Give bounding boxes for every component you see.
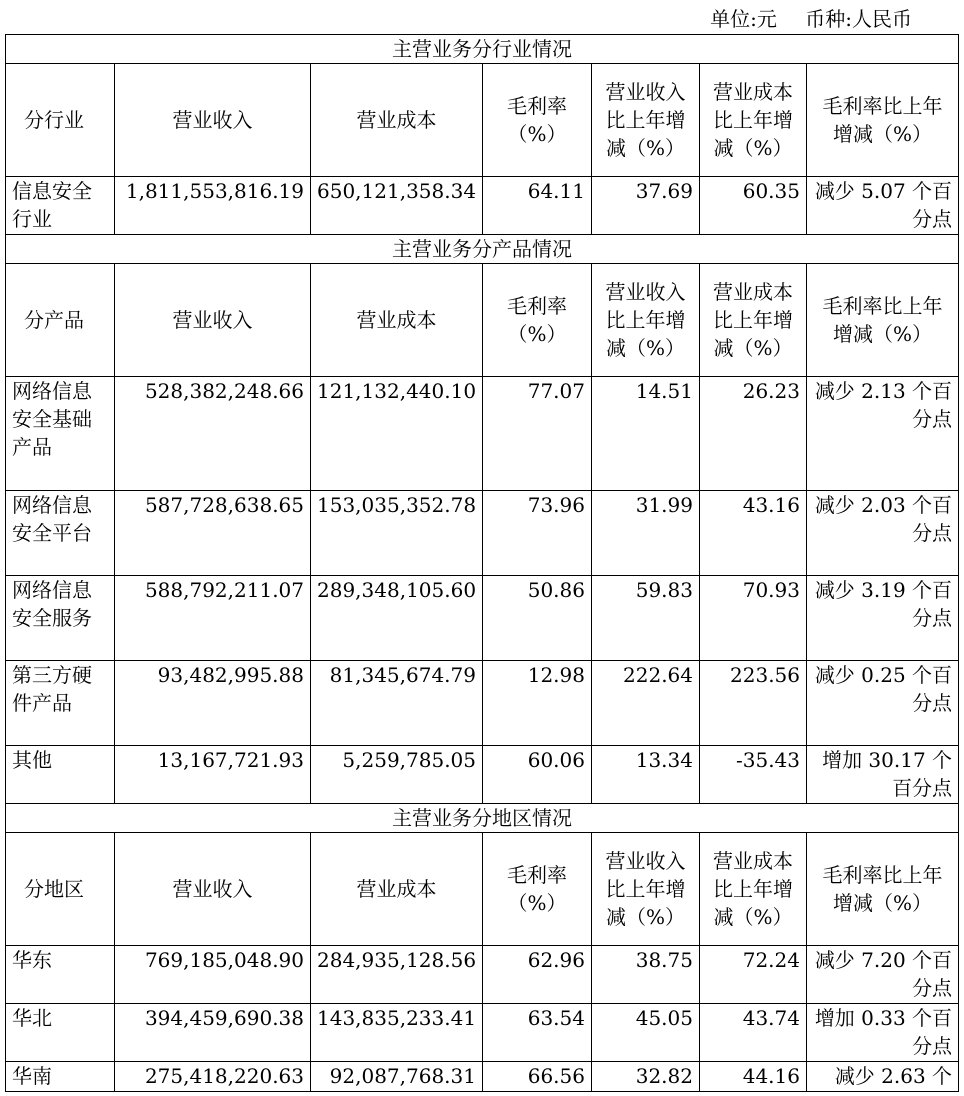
cell-cost-change: 43.74 (700, 1004, 807, 1062)
table-row (6, 491, 959, 576)
cell-cost: 5,259,785.05 (311, 746, 483, 804)
cell-margin: 63.54 (483, 1004, 592, 1062)
cell-cost: 284,935,128.56 (311, 946, 483, 1004)
header-cost: 营业成本 (311, 264, 483, 377)
header-row (6, 264, 959, 377)
table-row (6, 946, 959, 1004)
cell-revenue-change: 222.64 (592, 661, 700, 746)
section-title: 主营业务分地区情况 (6, 804, 959, 833)
header-category: 分行业 (6, 64, 115, 177)
table-row (6, 1062, 959, 1092)
row-category: 网络信息安全基础产品 (6, 377, 115, 491)
header-margin-change: 毛利率比上年增减（%） (807, 64, 959, 177)
cell-revenue: 13,167,721.93 (115, 746, 311, 804)
header-revenue-change: 营业收入比上年增减（%） (592, 64, 700, 177)
header-category: 分产品 (6, 264, 115, 377)
cell-margin-change: 减少 5.07 个百分点 (807, 177, 959, 235)
unit-line (710, 4, 912, 34)
cell-margin-change: 减少 3.19 个百分点 (807, 576, 959, 661)
cell-cost: 153,035,352.78 (311, 491, 483, 576)
cell-margin-change: 减少 2.03 个百分点 (807, 491, 959, 576)
section-title-row (6, 804, 959, 833)
row-category: 第三方硬件产品 (6, 661, 115, 746)
header-cost: 营业成本 (311, 64, 483, 177)
cell-cost: 81,345,674.79 (311, 661, 483, 746)
row-category: 网络信息安全平台 (6, 491, 115, 576)
table-row (6, 576, 959, 661)
cell-margin-change: 增加 0.33 个百分点 (807, 1004, 959, 1062)
header-cost-change: 营业成本比上年增减（%） (700, 64, 807, 177)
main-business-table (5, 34, 959, 1092)
cell-cost: 289,348,105.60 (311, 576, 483, 661)
cell-revenue-change: 59.83 (592, 576, 700, 661)
section-title: 主营业务分产品情况 (6, 235, 959, 264)
header-revenue: 营业收入 (115, 264, 311, 377)
header-row (6, 64, 959, 177)
cell-revenue: 93,482,995.88 (115, 661, 311, 746)
cell-margin-change: 减少 0.25 个百分点 (807, 661, 959, 746)
cell-margin: 62.96 (483, 946, 592, 1004)
row-category: 华东 (6, 946, 115, 1004)
cell-revenue: 528,382,248.66 (115, 377, 311, 491)
unit-label: 单位:元 (710, 7, 777, 31)
header-revenue: 营业收入 (115, 64, 311, 177)
header-revenue-change: 营业收入比上年增减（%） (592, 833, 700, 946)
section-title-row (6, 35, 959, 64)
cell-margin: 12.98 (483, 661, 592, 746)
cell-margin: 66.56 (483, 1062, 592, 1092)
cell-cost: 121,132,440.10 (311, 377, 483, 491)
table-row (6, 177, 959, 235)
table-row (6, 661, 959, 746)
table-row (6, 377, 959, 491)
cell-revenue-change: 13.34 (592, 746, 700, 804)
row-category: 网络信息安全服务 (6, 576, 115, 661)
cell-revenue: 769,185,048.90 (115, 946, 311, 1004)
header-margin-change: 毛利率比上年增减（%） (807, 264, 959, 377)
header-category: 分地区 (6, 833, 115, 946)
cell-margin-change: 减少 2.63 个 (807, 1062, 959, 1092)
header-revenue-change: 营业收入比上年增减（%） (592, 264, 700, 377)
cell-margin-change: 增加 30.17 个百分点 (807, 746, 959, 804)
cell-margin: 77.07 (483, 377, 592, 491)
row-category: 其他 (6, 746, 115, 804)
header-margin: 毛利率（%） (483, 264, 592, 377)
header-revenue: 营业收入 (115, 833, 311, 946)
header-row (6, 833, 959, 946)
cell-margin-change: 减少 2.13 个百分点 (807, 377, 959, 491)
cell-cost-change: 26.23 (700, 377, 807, 491)
cell-cost-change: 44.16 (700, 1062, 807, 1092)
currency-label: 币种:人民币 (805, 7, 912, 31)
table-row (6, 746, 959, 804)
section-title: 主营业务分行业情况 (6, 35, 959, 64)
cell-revenue: 394,459,690.38 (115, 1004, 311, 1062)
header-cost: 营业成本 (311, 833, 483, 946)
header-margin: 毛利率（%） (483, 64, 592, 177)
row-category: 信息安全行业 (6, 177, 115, 235)
cell-cost-change: -35.43 (700, 746, 807, 804)
cell-cost: 650,121,358.34 (311, 177, 483, 235)
row-category: 华南 (6, 1062, 115, 1092)
cell-revenue-change: 32.82 (592, 1062, 700, 1092)
cell-cost: 92,087,768.31 (311, 1062, 483, 1092)
cell-margin: 73.96 (483, 491, 592, 576)
cell-revenue-change: 37.69 (592, 177, 700, 235)
cell-cost-change: 60.35 (700, 177, 807, 235)
cell-revenue: 588,792,211.07 (115, 576, 311, 661)
cell-margin: 64.11 (483, 177, 592, 235)
cell-cost-change: 70.93 (700, 576, 807, 661)
cell-revenue-change: 31.99 (592, 491, 700, 576)
section-title-row (6, 235, 959, 264)
cell-revenue: 587,728,638.65 (115, 491, 311, 576)
header-cost-change: 营业成本比上年增减（%） (700, 833, 807, 946)
cell-margin: 50.86 (483, 576, 592, 661)
table-row (6, 1004, 959, 1062)
cell-cost-change: 43.16 (700, 491, 807, 576)
header-cost-change: 营业成本比上年增减（%） (700, 264, 807, 377)
cell-cost-change: 72.24 (700, 946, 807, 1004)
cell-revenue: 275,418,220.63 (115, 1062, 311, 1092)
header-margin: 毛利率（%） (483, 833, 592, 946)
cell-cost: 143,835,233.41 (311, 1004, 483, 1062)
header-margin-change: 毛利率比上年增减（%） (807, 833, 959, 946)
row-category: 华北 (6, 1004, 115, 1062)
cell-cost-change: 223.56 (700, 661, 807, 746)
cell-margin: 60.06 (483, 746, 592, 804)
cell-revenue-change: 45.05 (592, 1004, 700, 1062)
cell-revenue-change: 14.51 (592, 377, 700, 491)
cell-revenue-change: 38.75 (592, 946, 700, 1004)
cell-revenue: 1,811,553,816.19 (115, 177, 311, 235)
cell-margin-change: 减少 7.20 个百分点 (807, 946, 959, 1004)
